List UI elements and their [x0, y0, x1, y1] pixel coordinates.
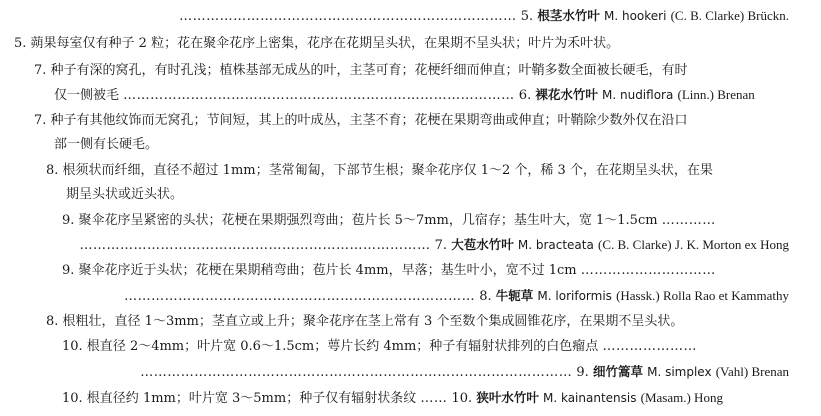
species-chinese-name: 牛轭草 — [495, 288, 534, 303]
species-author: (Vahl) Brenan — [715, 364, 789, 379]
key-line-5-result: ………………………………………………………………… 5. 根茎水竹叶 M. hookeri (C. B. Clarke) Brückn. — [179, 8, 789, 24]
key-line-10a: 10. 根直径 2～4mm；叶片宽 0.6～1.5cm；萼片长约 4mm；种子有辐射状排列的白色瘤点 ………………… — [62, 339, 697, 354]
key-line-9b: 9. 聚伞花序近于头状；花梗在果期稍弯曲；苞片长 4mm，早落；基生叶小，宽不过 1cm ………………………… — [62, 263, 716, 278]
key-line-7a-cont: 仅一侧被毛 …………………………………………………………………………… 6. 裸花水竹叶 M. nudiflora (Linn.) Brenan — [54, 87, 755, 103]
species-author: (Hassk.) Rolla Rao et Kammathy — [616, 288, 789, 303]
key-line-7b-cont: 部一侧有长硬毛。 — [54, 137, 159, 152]
species-latin-name: M. loriformis — [537, 289, 612, 303]
key-line-9a-result: …………………………………………………………………… 7. 大苞水竹叶 M. bracteata (C. B. Clarke) J. K. Morton ex Hong — [79, 237, 789, 253]
species-latin-name: M. hookeri — [603, 9, 667, 23]
key-line-10b: 10. 根直径约 1mm；叶片宽 3～5mm；种子仅有辐射状条纹 …… 10. 狭叶水竹叶 M. kainantensis (Masam.) Hong — [62, 390, 723, 406]
species-chinese-name: 细竹篙草 — [592, 364, 643, 379]
species-author: (Masam.) Hong — [640, 390, 723, 405]
species-latin-name: M. simplex — [647, 365, 712, 379]
species-chinese-name: 裸花水竹叶 — [535, 87, 598, 102]
species-chinese-name: 大苞水竹叶 — [451, 237, 514, 252]
key-line-5: 5. 蒴果每室仅有种子 2 粒；花在聚伞花序上密集，花序在花期呈头状，在果期不呈头状；叶片为禾叶状。 — [14, 36, 620, 51]
species-author: (C. B. Clarke) Brückn. — [670, 8, 789, 23]
species-latin-name: M. nudiflora — [602, 88, 674, 102]
species-latin-name: M. bracteata — [517, 238, 594, 252]
species-author: (Linn.) Brenan — [677, 87, 755, 102]
species-latin-name: M. kainantensis — [542, 391, 637, 405]
key-line-7a: 7. 种子有深的窝孔，有时孔浅；植株基部无成丛的叶，主茎可育；花梗纤细而伸直；叶鞘多数全面被长硬毛，有时 — [34, 63, 688, 78]
species-chinese-name: 根茎水竹叶 — [537, 8, 600, 23]
key-line-9a: 9. 聚伞花序呈紧密的头状；花梗在果期强烈弯曲；苞片长 5～7mm，几宿存；基生叶大，宽 1～1.5cm ………… — [62, 213, 716, 228]
key-line-9b-result: …………………………………………………………………… 8. 牛轭草 M. loriformis (Hassk.) Rolla Rao et Kammathy — [124, 288, 789, 304]
key-line-8a-cont: 期呈头状或近头状。 — [66, 187, 184, 202]
key-line-10a-result: …………………………………………………………………………………… 9. 细竹篙草 M. simplex (Vahl) Brenan — [140, 364, 789, 380]
key-line-7b: 7. 种子有其他纹饰而无窝孔；节间短，其上的叶成丛，主茎不育；花梗在果期弯曲或伸直；叶鞘除少数外仅在沿口 — [34, 113, 688, 128]
key-line-8a: 8. 根须状而纤细，直径不超过 1mm；茎常匍匐，下部节生根；聚伞花序仅 1～2 个，稀 3 个，在花期呈头状，在果 — [46, 163, 713, 178]
species-author: (C. B. Clarke) J. K. Morton ex Hong — [597, 237, 789, 252]
species-chinese-name: 狭叶水竹叶 — [476, 390, 539, 405]
key-line-8b: 8. 根粗壮，直径 1～3mm；茎直立或上升；聚伞花序在茎上常有 3 个至数个集成圆锥花序，在果期不呈头状。 — [46, 314, 684, 329]
